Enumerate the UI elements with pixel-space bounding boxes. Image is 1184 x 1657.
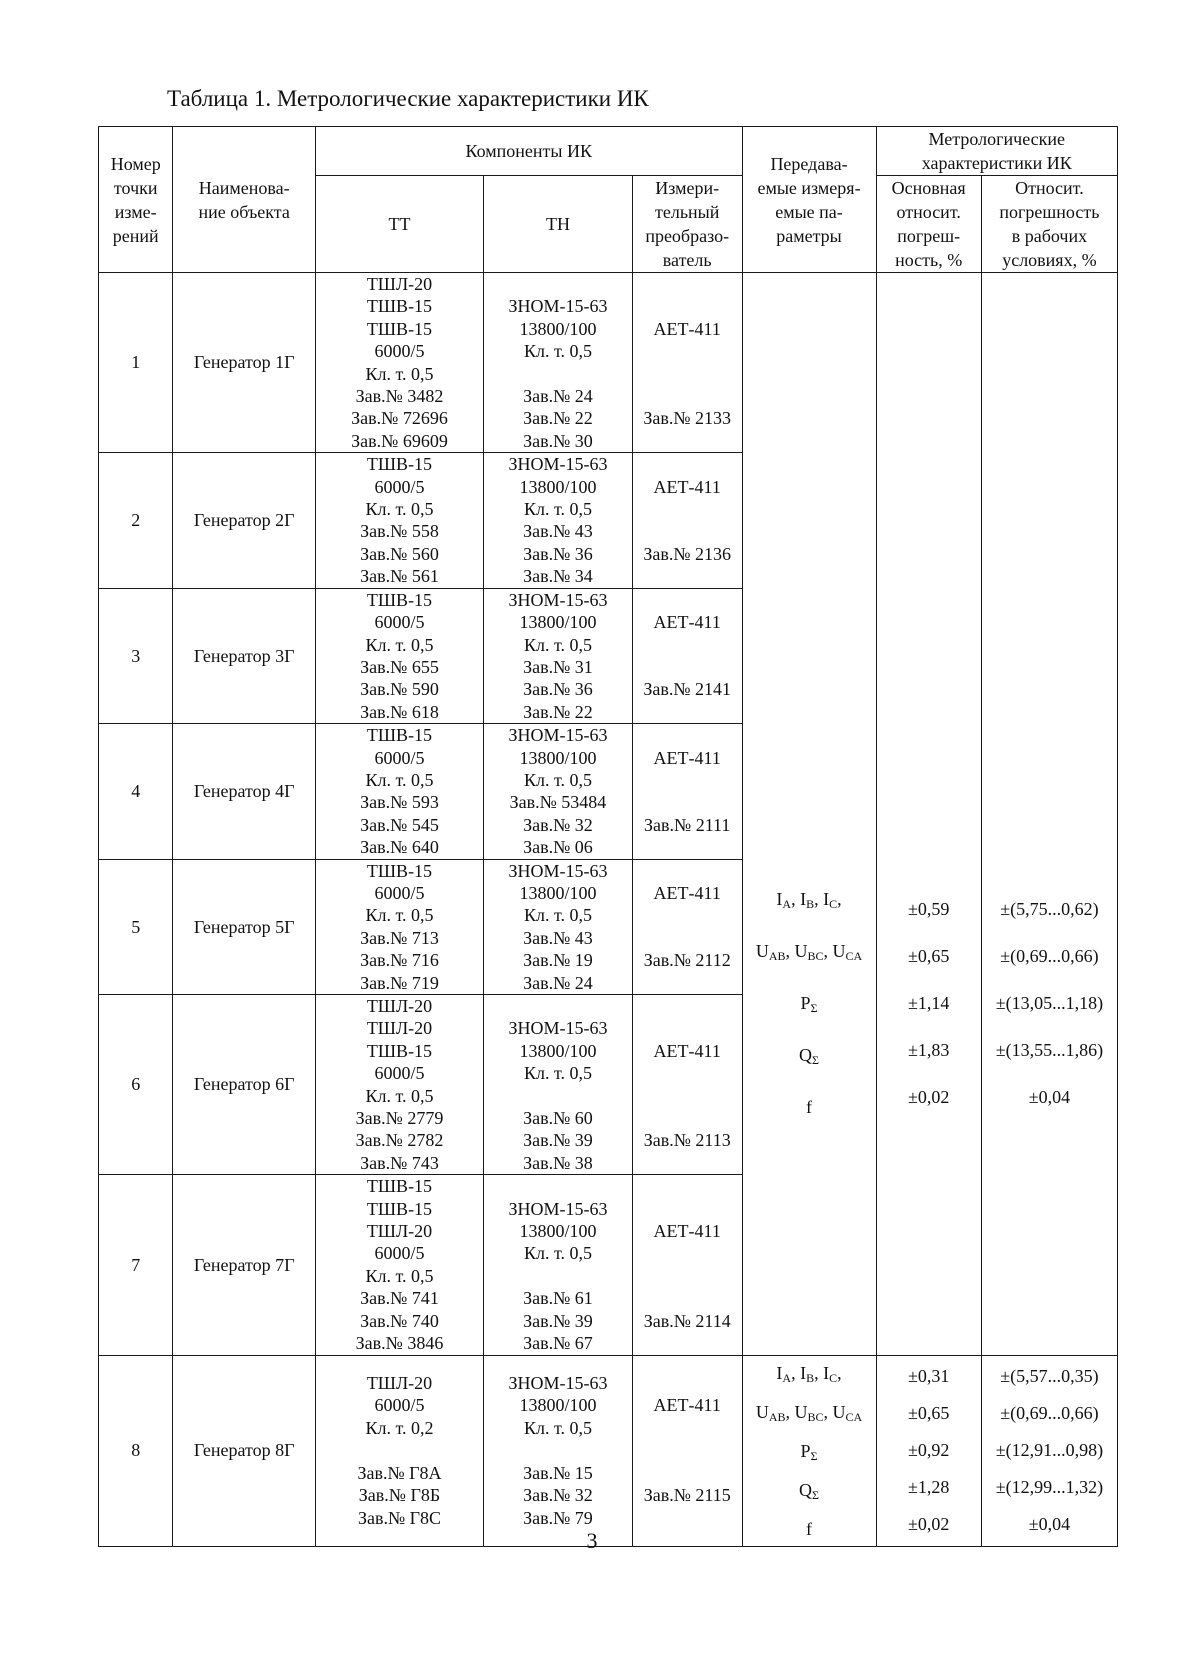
cell-line: Зав.№ 2782 <box>355 1130 444 1151</box>
cell-line <box>635 656 740 678</box>
cell-line: Зав.№ 38 <box>523 1152 593 1173</box>
header-relative-error: Относит. погрешность в рабочих условиях, % <box>981 176 1117 273</box>
parameters-cell <box>742 1355 876 1546</box>
param-active-power: $P_\Sigma$ <box>800 993 818 1016</box>
cell-line <box>635 453 740 475</box>
parameters-cell <box>742 273 876 1356</box>
cell-line: Зав.№ 39 <box>523 1130 593 1151</box>
tt-cell <box>315 1355 483 1546</box>
cell-line <box>635 1107 740 1129</box>
cell-line <box>486 995 630 1017</box>
cell-line: 13800/100 <box>519 1221 597 1242</box>
cell-line: ТШЛ-20 <box>366 274 433 294</box>
tt-cell <box>315 588 483 723</box>
cell-line: Зав.№ Г8Б <box>358 1485 441 1506</box>
cell-line: Зав.№ 560 <box>360 543 439 564</box>
header-tt: ТТ <box>315 176 483 273</box>
object-name: Генератор 7Г <box>173 1175 316 1355</box>
tn-cell <box>484 724 633 859</box>
cell-line: ЗНОМ-15-63 <box>508 1198 608 1219</box>
cell-line: Зав.№ 43 <box>523 521 593 542</box>
cell-line: Зав.№ 558 <box>360 521 439 542</box>
param-voltages: $U_{AB}$, $U_{BC}$, $U_{CA}$ <box>755 1401 863 1424</box>
tn-cell <box>484 1175 633 1355</box>
header-point-number: Номер точки изме- рений <box>99 127 173 273</box>
param-active-power: $P_\Sigma$ <box>800 1440 818 1463</box>
cell-line: 13800/100 <box>519 476 597 497</box>
param-reactive-power: $Q_\Sigma$ <box>799 1045 819 1068</box>
cell-line: ТШВ-15 <box>366 318 433 339</box>
cell-line: Зав.№ 31 <box>523 656 593 677</box>
header-object-name: Наименова- ние объекта <box>173 127 316 273</box>
cell-line <box>486 1265 630 1287</box>
cell-line <box>635 1242 740 1264</box>
cell-line: ±(12,99...1,32) <box>995 1477 1104 1497</box>
cell-line: Зав.№ 2779 <box>355 1108 444 1129</box>
cell-line: Зав.№ 655 <box>360 656 439 677</box>
cell-line: Зав.№ 3846 <box>355 1333 444 1354</box>
point-number: 1 <box>99 273 173 453</box>
cell-line: ТШЛ-20 <box>366 1221 433 1242</box>
cell-line: АЕТ-411 <box>653 1395 721 1416</box>
cell-line: Кл. т. 0,5 <box>365 1265 434 1286</box>
converter-cell <box>632 1175 742 1355</box>
object-name: Генератор 3Г <box>173 588 316 723</box>
cell-line: Зав.№ 640 <box>360 837 439 858</box>
cell-line: Зав.№ 19 <box>523 950 593 971</box>
cell-line: Зав.№ 618 <box>360 701 439 722</box>
cell-line: Зав.№ 713 <box>360 927 439 948</box>
cell-line: ±0,59 <box>907 899 950 920</box>
metrology-table <box>98 126 1118 1547</box>
cell-line: ТШЛ-20 <box>366 996 433 1016</box>
cell-line: Зав.№ 06 <box>523 837 593 858</box>
cell-line: Кл. т. 0,2 <box>365 1417 434 1438</box>
cell-line <box>635 1017 740 1039</box>
cell-line: Зав.№ 53484 <box>509 792 607 813</box>
cell-line <box>486 1175 630 1197</box>
cell-line: ±(12,91...0,98) <box>995 1440 1104 1460</box>
tt-cell <box>315 724 483 859</box>
cell-line: ТШВ-15 <box>366 454 433 475</box>
cell-line: АЕТ-411 <box>653 1040 721 1061</box>
cell-line <box>635 791 740 813</box>
converter-cell <box>632 724 742 859</box>
cell-line: Зав.№ 43 <box>523 927 593 948</box>
cell-line: Зав.№ 2111 <box>644 814 731 835</box>
cell-line <box>635 724 740 746</box>
cell-line: ±(5,57...0,35) <box>1000 1366 1099 1386</box>
cell-line: АЕТ-411 <box>653 1221 721 1242</box>
cell-line <box>635 1439 740 1461</box>
cell-line: Кл. т. 0,5 <box>523 905 592 926</box>
param-currents: $I_A$, $I_B$, $I_C$, <box>776 889 842 912</box>
converter-cell <box>632 995 742 1175</box>
cell-line: Зав.№ 79 <box>523 1507 593 1528</box>
cell-line <box>635 340 740 362</box>
cell-line <box>635 1462 740 1484</box>
cell-line <box>486 363 630 385</box>
object-name: Генератор 8Г <box>173 1355 316 1546</box>
cell-line: Зав.№ Г8С <box>357 1507 442 1528</box>
basic-error-cell <box>876 1355 981 1546</box>
cell-line: ТШВ-15 <box>366 1198 433 1219</box>
cell-line: Зав.№ 2112 <box>643 950 731 971</box>
cell-line: Зав.№ 561 <box>360 566 439 587</box>
cell-line: ±1,14 <box>907 993 950 1014</box>
tn-cell <box>484 859 633 994</box>
table-row <box>99 1355 1118 1546</box>
cell-line: 6000/5 <box>374 1063 425 1084</box>
cell-line <box>635 565 740 587</box>
header-tn: ТН <box>484 176 633 273</box>
cell-line <box>635 1175 740 1197</box>
tt-cell <box>315 859 483 994</box>
cell-line: Зав.№ 36 <box>523 543 593 564</box>
cell-line: Зав.№ 590 <box>360 679 439 700</box>
header-basic-error: Основная относит. погреш- ность, % <box>876 176 981 273</box>
cell-line: Зав.№ 741 <box>360 1288 439 1309</box>
cell-line <box>318 1439 481 1461</box>
cell-line: Кл. т. 0,5 <box>523 499 592 520</box>
tn-cell <box>484 453 633 588</box>
cell-line: ТШВ-15 <box>366 1176 433 1197</box>
cell-line: ТШЛ-20 <box>366 1373 433 1394</box>
cell-line <box>635 927 740 949</box>
cell-line <box>635 1062 740 1084</box>
tt-cell <box>315 995 483 1175</box>
param-voltages: $U_{AB}$, $U_{BC}$, $U_{CA}$ <box>755 941 863 964</box>
cell-line: Кл. т. 0,5 <box>365 769 434 790</box>
cell-line: 6000/5 <box>374 882 425 903</box>
cell-line: 6000/5 <box>374 747 425 768</box>
cell-line: Кл. т. 0,5 <box>523 1063 592 1084</box>
cell-line <box>635 1287 740 1309</box>
cell-line: Зав.№ 2133 <box>643 408 732 429</box>
header-converter: Измери- тельный преобразо- ватель <box>632 176 742 273</box>
cell-line <box>635 972 740 994</box>
cell-line: ЗНОМ-15-63 <box>508 454 608 475</box>
cell-line: Зав.№ 32 <box>523 814 593 835</box>
tt-cell <box>315 453 483 588</box>
cell-line <box>635 860 740 882</box>
point-number: 5 <box>99 859 173 994</box>
cell-line: ±0,65 <box>907 946 950 967</box>
cell-line: ±0,04 <box>1028 1087 1071 1108</box>
cell-line: Кл. т. 0,5 <box>365 634 434 655</box>
cell-line: Кл. т. 0,5 <box>365 905 434 926</box>
cell-line: Кл. т. 0,5 <box>523 769 592 790</box>
cell-line: ЗНОМ-15-63 <box>508 1018 608 1039</box>
object-name: Генератор 5Г <box>173 859 316 994</box>
tt-cell <box>315 273 483 453</box>
param-frequency: f <box>806 1518 812 1539</box>
converter-cell <box>632 453 742 588</box>
cell-line: Зав.№ 2113 <box>643 1130 731 1151</box>
cell-line: Зав.№ 22 <box>523 408 593 429</box>
cell-line: Зав.№ 719 <box>360 972 439 993</box>
cell-line <box>635 363 740 385</box>
cell-line: Зав.№ 2141 <box>643 679 732 700</box>
cell-line <box>635 430 740 452</box>
point-number: 4 <box>99 724 173 859</box>
cell-line <box>635 701 740 723</box>
cell-line <box>635 498 740 520</box>
param-frequency: f <box>806 1097 812 1118</box>
cell-line: 13800/100 <box>519 612 597 633</box>
converter-cell <box>632 859 742 994</box>
cell-line: 6000/5 <box>374 341 425 362</box>
cell-line: 13800/100 <box>519 318 597 339</box>
cell-line: 13800/100 <box>519 747 597 768</box>
cell-line: Кл. т. 0,5 <box>365 1085 434 1106</box>
cell-line: ЗНОМ-15-63 <box>508 1373 608 1394</box>
cell-line <box>635 589 740 611</box>
point-number: 7 <box>99 1175 173 1355</box>
cell-line: ЗНОМ-15-63 <box>508 296 608 317</box>
cell-line: Зав.№ 15 <box>523 1462 593 1483</box>
point-number: 2 <box>99 453 173 588</box>
cell-line: ТШВ-15 <box>366 589 433 610</box>
cell-line: Зав.№ 60 <box>523 1108 593 1129</box>
basic-error-cell <box>876 273 981 1356</box>
cell-line <box>635 1265 740 1287</box>
cell-line: ТШВ-15 <box>366 296 433 317</box>
cell-line: 6000/5 <box>374 612 425 633</box>
converter-cell <box>632 273 742 453</box>
object-name: Генератор 2Г <box>173 453 316 588</box>
object-name: Генератор 6Г <box>173 995 316 1175</box>
cell-line: Кл. т. 0,5 <box>523 1243 592 1264</box>
cell-line <box>635 295 740 317</box>
cell-line: АЕТ-411 <box>653 882 721 903</box>
cell-line <box>635 1085 740 1107</box>
cell-line <box>635 904 740 926</box>
tn-cell <box>484 273 633 453</box>
relative-error-cell <box>981 273 1117 1356</box>
cell-line: ЗНОМ-15-63 <box>508 860 608 881</box>
cell-line: Зав.№ 61 <box>523 1288 593 1309</box>
cell-line <box>635 1152 740 1174</box>
cell-line: ЗНОМ-15-63 <box>508 589 608 610</box>
cell-line: Зав.№ 34 <box>523 566 593 587</box>
point-number: 3 <box>99 588 173 723</box>
cell-line: Зав.№ 3482 <box>355 386 444 407</box>
cell-line: Зав.№ 67 <box>523 1333 593 1354</box>
object-name: Генератор 4Г <box>173 724 316 859</box>
cell-line: Зав.№ 740 <box>360 1310 439 1331</box>
header-components: Компоненты ИК <box>315 127 742 176</box>
tn-cell <box>484 995 633 1175</box>
cell-line: Зав.№ 545 <box>360 814 439 835</box>
cell-line <box>486 1439 630 1461</box>
cell-line: Зав.№ 30 <box>523 430 593 451</box>
cell-line: ±(0,69...0,66) <box>1000 1403 1099 1423</box>
cell-line: ±0,92 <box>907 1440 950 1460</box>
cell-line: ±1,28 <box>907 1477 950 1497</box>
cell-line: Кл. т. 0,5 <box>365 363 434 384</box>
cell-line: Зав.№ 36 <box>523 679 593 700</box>
converter-cell <box>632 588 742 723</box>
cell-line: Кл. т. 0,5 <box>523 1417 592 1438</box>
cell-line: ТШЛ-20 <box>366 1018 433 1039</box>
cell-line: Кл. т. 0,5 <box>523 341 592 362</box>
point-number: 8 <box>99 1355 173 1546</box>
cell-line: АЕТ-411 <box>653 476 721 497</box>
cell-line: ±(13,55...1,86) <box>995 1040 1104 1061</box>
cell-line <box>635 836 740 858</box>
cell-line <box>635 385 740 407</box>
cell-line: АЕТ-411 <box>653 318 721 339</box>
tt-cell <box>315 1175 483 1355</box>
cell-line: ЗНОМ-15-63 <box>508 725 608 746</box>
point-number: 6 <box>99 995 173 1175</box>
header-parameters: Передава- емые измеря- емые па- раметры <box>742 127 876 273</box>
cell-line: АЕТ-411 <box>653 612 721 633</box>
cell-line <box>486 273 630 295</box>
cell-line: ±0,31 <box>907 1366 950 1386</box>
cell-line: 6000/5 <box>374 1395 425 1416</box>
tn-cell <box>484 588 633 723</box>
cell-line: Зав.№ 743 <box>360 1152 439 1173</box>
cell-line: Зав.№ 593 <box>360 792 439 813</box>
cell-line: Зав.№ 32 <box>523 1485 593 1506</box>
cell-line: ±1,83 <box>907 1040 950 1061</box>
cell-line <box>635 1417 740 1439</box>
cell-line: 6000/5 <box>374 476 425 497</box>
param-currents: $I_A$, $I_B$, $I_C$, <box>776 1362 842 1385</box>
table-row <box>99 273 1118 453</box>
cell-line: АЕТ-411 <box>653 747 721 768</box>
cell-line: ТШВ-15 <box>366 1040 433 1061</box>
cell-line: 6000/5 <box>374 1243 425 1264</box>
cell-line: 13800/100 <box>519 882 597 903</box>
cell-line: Зав.№ 22 <box>523 701 593 722</box>
page-number: 3 <box>586 1528 598 1553</box>
cell-line <box>635 769 740 791</box>
header-metrology: Метрологические характеристики ИК <box>876 127 1117 176</box>
cell-line: ±(0,69...0,66) <box>1000 946 1099 967</box>
cell-line: Зав.№ 69609 <box>351 430 448 451</box>
cell-line: Зав.№ 72696 <box>351 408 448 429</box>
cell-line <box>635 1332 740 1354</box>
relative-error-cell <box>981 1355 1117 1546</box>
cell-line <box>635 1372 740 1394</box>
cell-line <box>635 1198 740 1220</box>
cell-line: Кл. т. 0,5 <box>523 634 592 655</box>
cell-line: Зав.№ 716 <box>360 950 439 971</box>
cell-line: ±(13,05...1,18) <box>995 993 1104 1014</box>
cell-line: Зав.№ 2136 <box>643 543 732 564</box>
cell-line: ±(5,75...0,62) <box>1000 899 1099 920</box>
cell-line: ±0,02 <box>907 1087 950 1108</box>
cell-line: Зав.№ 24 <box>523 386 593 407</box>
param-reactive-power: $Q_\Sigma$ <box>799 1479 819 1502</box>
cell-line: Зав.№ 2115 <box>643 1485 731 1506</box>
cell-line: ±0,65 <box>907 1403 950 1423</box>
cell-line <box>635 634 740 656</box>
cell-line: Зав.№ 24 <box>523 972 593 993</box>
cell-line: ТШВ-15 <box>366 860 433 881</box>
cell-line: Кл. т. 0,5 <box>365 499 434 520</box>
cell-line: ТШВ-15 <box>366 725 433 746</box>
cell-line: Зав.№ Г8А <box>357 1462 442 1483</box>
cell-line <box>635 520 740 542</box>
table-caption: Таблица 1. Метрологические характеристики ИК <box>167 86 649 111</box>
converter-cell <box>632 1355 742 1546</box>
object-name: Генератор 1Г <box>173 273 316 453</box>
cell-line: 13800/100 <box>519 1040 597 1061</box>
cell-line <box>635 1507 740 1529</box>
cell-line: Зав.№ 2114 <box>643 1310 731 1331</box>
cell-line: Зав.№ 39 <box>523 1310 593 1331</box>
cell-line <box>635 995 740 1017</box>
cell-line: 13800/100 <box>519 1395 597 1416</box>
cell-line <box>635 273 740 295</box>
tn-cell <box>484 1355 633 1546</box>
cell-line <box>486 1085 630 1107</box>
cell-line: ±0,02 <box>907 1514 950 1534</box>
cell-line: ±0,04 <box>1028 1514 1071 1534</box>
